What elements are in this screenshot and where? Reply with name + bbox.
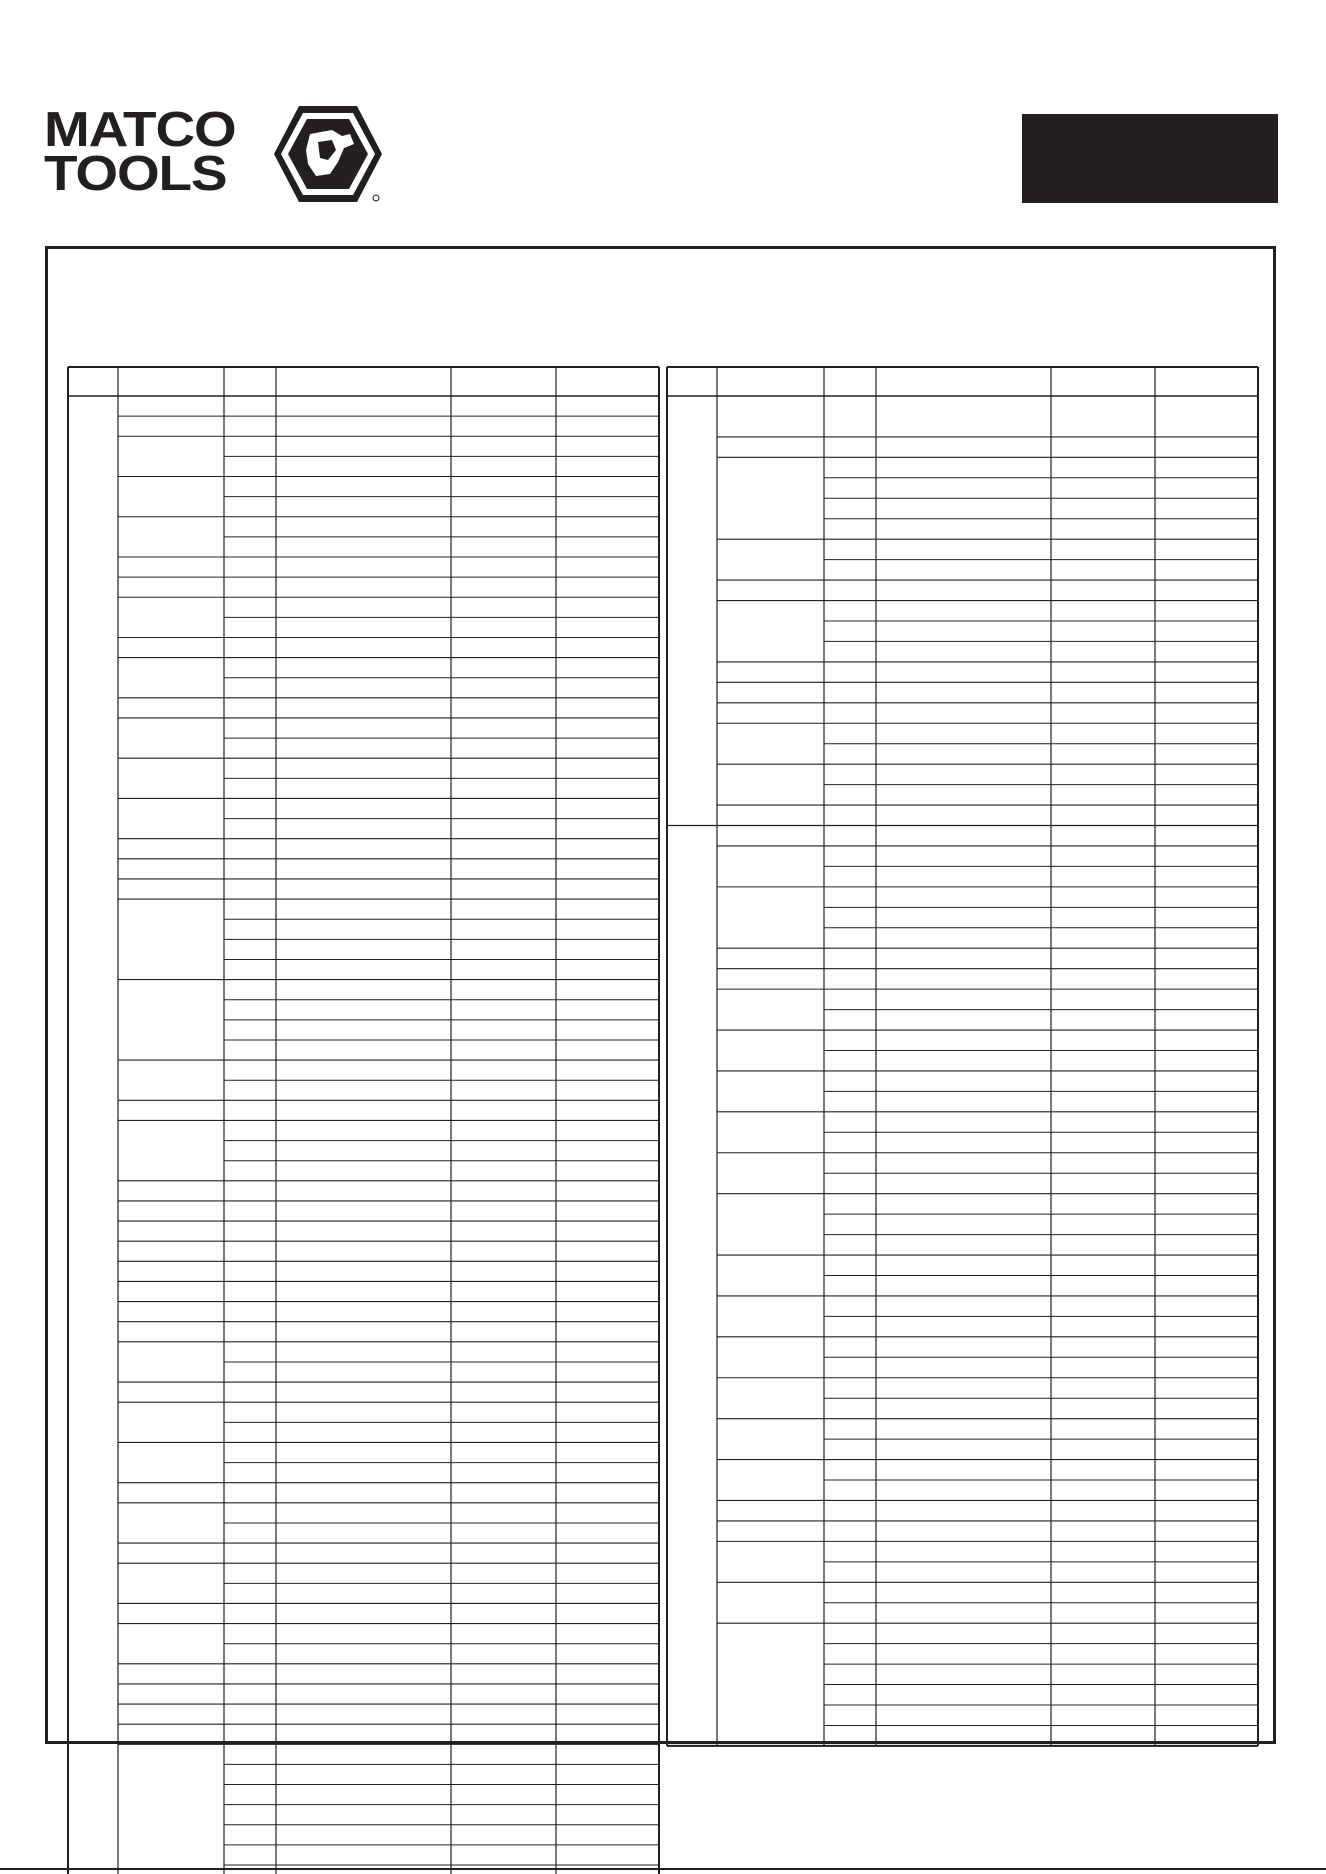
brand-name-line1: MATCO: [44, 103, 236, 157]
page-bottom-rule: [0, 1868, 1326, 1870]
brand-name-line2: TOOLS: [44, 147, 227, 201]
